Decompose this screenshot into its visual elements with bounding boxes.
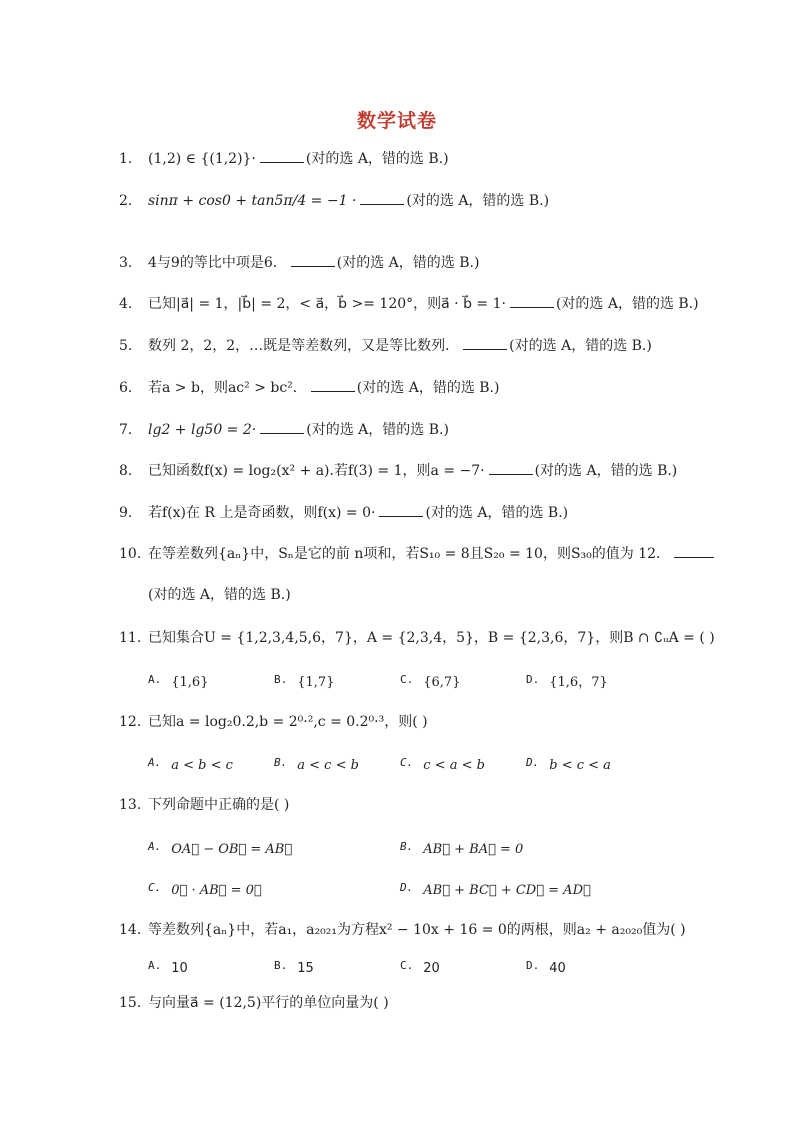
question-text: 等差数列{aₙ}中，若a₁，a₂₀₂₁为方程x² − 10x + 16 = 0的两根，则a₂ + a₂₀₂₀值为( ) bbox=[148, 922, 686, 938]
option-label: C. bbox=[400, 673, 414, 686]
answer-blank[interactable] bbox=[489, 460, 533, 475]
question-number: 5. bbox=[119, 338, 133, 354]
question-number: 3. bbox=[119, 255, 133, 271]
option-d[interactable] bbox=[526, 956, 566, 979]
question-hint: (对的选 A，错的选 B.) bbox=[336, 255, 480, 271]
option-b[interactable] bbox=[400, 837, 523, 860]
option-c[interactable] bbox=[400, 753, 485, 776]
option-label: C. bbox=[400, 959, 414, 972]
option-label: A. bbox=[148, 959, 162, 972]
question-number: 7. bbox=[119, 422, 133, 438]
question-13 bbox=[119, 795, 289, 815]
question-1 bbox=[119, 148, 449, 169]
option-b[interactable] bbox=[274, 670, 334, 693]
answer-blank[interactable] bbox=[360, 190, 404, 205]
option-a[interactable] bbox=[148, 670, 208, 693]
option-text: {1,6} bbox=[171, 675, 209, 690]
question-hint: (对的选 A，错的选 B.) bbox=[509, 338, 652, 354]
option-b[interactable] bbox=[274, 956, 314, 979]
option-d[interactable] bbox=[400, 878, 591, 901]
question-number: 6. bbox=[119, 380, 133, 396]
option-text: {1,7} bbox=[297, 675, 335, 690]
answer-blank[interactable] bbox=[260, 419, 304, 434]
option-d[interactable] bbox=[526, 753, 611, 776]
option-label: A. bbox=[148, 840, 162, 853]
question-number: 9. bbox=[119, 505, 133, 521]
answer-blank[interactable] bbox=[291, 252, 335, 267]
answer-blank[interactable] bbox=[379, 502, 423, 517]
question-15 bbox=[119, 993, 389, 1013]
question-number: 8. bbox=[119, 463, 133, 479]
answer-blank[interactable] bbox=[674, 543, 714, 558]
question-number: 10. bbox=[119, 546, 142, 562]
option-a[interactable] bbox=[148, 956, 188, 979]
answer-blank[interactable] bbox=[311, 377, 355, 392]
option-a[interactable] bbox=[148, 837, 292, 860]
option-text: AB⃗ + BA⃗ = 0 bbox=[423, 842, 524, 857]
question-number: 11. bbox=[119, 630, 142, 646]
question-text: 已知a = log₂0.2,b = 2⁰·²,c = 0.2⁰·³，则( ) bbox=[148, 714, 428, 730]
option-text: 10 bbox=[171, 961, 188, 976]
option-b[interactable] bbox=[274, 753, 359, 776]
option-d[interactable] bbox=[526, 670, 608, 693]
option-label: B. bbox=[274, 673, 288, 686]
option-label: C. bbox=[148, 881, 162, 894]
option-text: c < a < b bbox=[423, 758, 485, 773]
option-label: D. bbox=[526, 673, 540, 686]
question-6 bbox=[119, 377, 499, 398]
option-label: C. bbox=[400, 756, 414, 769]
question-text: 在等差数列{aₙ}中，Sₙ是它的前 n项和，若S₁₀ = 8且S₂₀ = 10，则S₃₀的值为 12． bbox=[148, 546, 671, 562]
question-hint: (对的选 A，错的选 B.) bbox=[306, 422, 449, 438]
option-a[interactable] bbox=[148, 753, 233, 776]
question-number: 14. bbox=[119, 922, 142, 938]
option-label: B. bbox=[274, 756, 288, 769]
option-c[interactable] bbox=[148, 878, 262, 901]
option-label: D. bbox=[526, 959, 540, 972]
question-14 bbox=[119, 920, 686, 940]
option-text: b < c < a bbox=[549, 758, 611, 773]
question-text: 4与9的等比中项是6． bbox=[148, 255, 287, 271]
question-text: (1,2) ∈ {(1,2)}· bbox=[148, 151, 256, 167]
question-8 bbox=[119, 460, 677, 481]
question-5 bbox=[119, 335, 652, 356]
question-text: 与向量a⃗ = (12,5)平行的单位向量为( ) bbox=[148, 995, 389, 1011]
question-10-hint: (对的选 A，错的选 B.) bbox=[148, 587, 291, 603]
option-label: B. bbox=[400, 840, 414, 853]
question-text: 已知|a⃗| = 1，|b⃗| = 2，< a⃗，b⃗ >= 120°，则a⃗ · b⃗ = 1· bbox=[148, 296, 506, 312]
question-number: 15. bbox=[119, 995, 142, 1011]
question-text: 若f(x)在 R 上是奇函数，则f(x) = 0· bbox=[148, 505, 376, 521]
question-text: 下列命题中正确的是( ) bbox=[148, 797, 290, 813]
option-text: AB⃗ + BC⃗ + CD⃗ = AD⃗ bbox=[423, 883, 591, 898]
option-c[interactable] bbox=[400, 670, 460, 693]
question-hint: (对的选 A，错的选 B.) bbox=[425, 505, 569, 521]
option-label: A. bbox=[148, 673, 162, 686]
option-text: a < b < c bbox=[171, 758, 233, 773]
option-text: 15 bbox=[297, 961, 314, 976]
question-hint: (对的选 A，错的选 B.) bbox=[534, 463, 678, 479]
question-3 bbox=[119, 252, 479, 273]
question-hint: (对的选 A，错的选 B.) bbox=[406, 193, 550, 209]
question-number: 13. bbox=[119, 797, 142, 813]
option-text: 0⃗ · AB⃗ = 0⃗ bbox=[171, 883, 262, 898]
question-11 bbox=[119, 628, 715, 648]
question-text: 若a > b，则ac² > bc²． bbox=[148, 380, 307, 396]
question-number: 2. bbox=[119, 193, 133, 209]
answer-blank[interactable] bbox=[260, 148, 304, 163]
question-hint: (对的选 A，错的选 B.) bbox=[555, 296, 699, 312]
option-label: A. bbox=[148, 756, 162, 769]
answer-blank[interactable] bbox=[510, 293, 554, 308]
question-2 bbox=[119, 190, 549, 211]
option-label: D. bbox=[526, 756, 540, 769]
question-number: 12. bbox=[119, 714, 142, 730]
question-number: 4. bbox=[119, 296, 133, 312]
question-number: 1. bbox=[119, 151, 133, 167]
question-text: 已知函数f(x) = log₂(x² + a).若f(3) = 1，则a = −7· bbox=[148, 463, 485, 479]
question-4 bbox=[119, 293, 699, 314]
question-text: lg2 + lg50 = 2· bbox=[148, 422, 257, 438]
question-12 bbox=[119, 712, 428, 732]
question-hint: (对的选 A，错的选 B.) bbox=[305, 151, 449, 167]
option-label: D. bbox=[400, 881, 414, 894]
option-text: {1,6，7} bbox=[549, 675, 608, 690]
option-c[interactable] bbox=[400, 956, 440, 979]
page-title: 数学试卷 bbox=[356, 110, 437, 132]
question-text: 已知集合U = {1,2,3,4,5,6，7}，A = {2,3,4，5}，B = {2,3,6，7}，则B ∩ ∁ᵤA = ( ) bbox=[148, 630, 715, 646]
option-text: a < c < b bbox=[297, 758, 359, 773]
option-text: 20 bbox=[423, 961, 440, 976]
question-7 bbox=[119, 419, 449, 440]
option-text: {6,7} bbox=[423, 675, 461, 690]
question-hint: (对的选 A，错的选 B.) bbox=[356, 380, 500, 396]
option-label: B. bbox=[274, 959, 288, 972]
question-10 bbox=[119, 543, 716, 564]
question-9 bbox=[119, 502, 568, 523]
question-text: sinπ + cos0 + tan5π/4 = −1 · bbox=[148, 193, 357, 209]
option-text: 40 bbox=[549, 961, 566, 976]
answer-blank[interactable] bbox=[463, 335, 507, 350]
option-text: OA⃗ − OB⃗ = AB⃗ bbox=[171, 842, 293, 857]
question-text: 数列 2，2，2，…既是等差数列，又是等比数列． bbox=[148, 338, 460, 354]
